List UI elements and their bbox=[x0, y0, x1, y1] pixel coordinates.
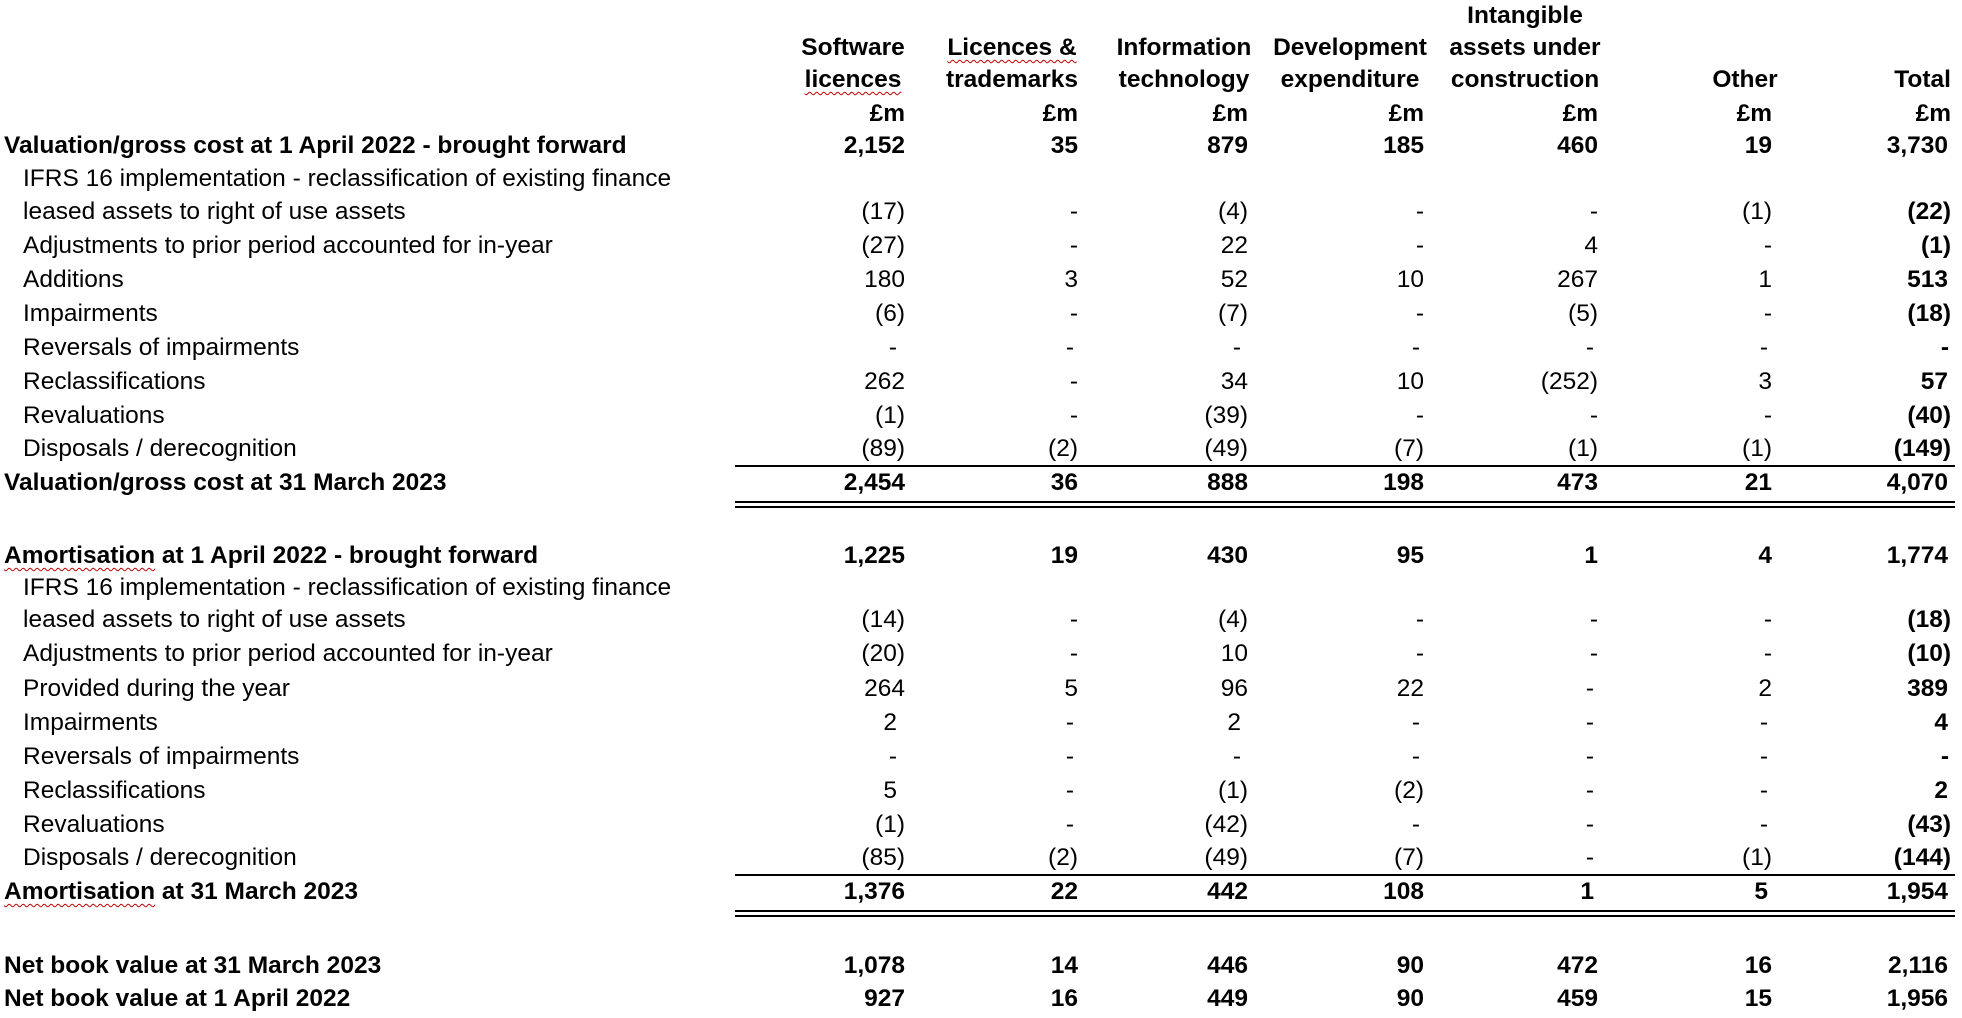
cell-software-licences: 264 bbox=[864, 675, 905, 702]
cell-licences-trademarks: - bbox=[1065, 777, 1074, 804]
cell-other: 15 bbox=[1744, 985, 1772, 1012]
cell-total: 389 bbox=[1907, 675, 1948, 702]
row-label: Adjustments to prior period accounted for in-year bbox=[23, 232, 553, 259]
cell-other: - bbox=[1759, 743, 1768, 770]
row-ifrs16-gross bbox=[0, 195, 1962, 228]
row-reclassifications-gross bbox=[0, 365, 1962, 398]
row-label: Reclassifications bbox=[23, 368, 206, 395]
row-label: Adjustments to prior period accounted for in-year bbox=[23, 640, 553, 667]
cell-total: (18) bbox=[1907, 300, 1951, 327]
cell-total: 513 bbox=[1907, 266, 1948, 293]
cell-assets-under-construction: - bbox=[1585, 334, 1594, 361]
cell-other: - bbox=[1763, 300, 1772, 327]
cell-development-expenditure: - bbox=[1411, 743, 1420, 770]
cell-software-licences: (1) bbox=[875, 402, 905, 429]
cell-total: (40) bbox=[1907, 402, 1951, 429]
row-label: Reversals of impairments bbox=[23, 743, 300, 770]
total-double-rule-top bbox=[735, 910, 1955, 912]
cell-total: (22) bbox=[1907, 198, 1951, 225]
cell-development-expenditure: 108 bbox=[1383, 878, 1424, 905]
cell-other: 1 bbox=[1758, 266, 1772, 293]
cell-other: - bbox=[1763, 640, 1772, 667]
cell-information-technology: - bbox=[1232, 743, 1241, 770]
cell-software-licences: (1) bbox=[875, 811, 905, 838]
unit-label: £m bbox=[1915, 100, 1951, 127]
cell-licences-trademarks: - bbox=[1069, 402, 1078, 429]
cell-development-expenditure: 22 bbox=[1396, 675, 1424, 702]
cell-development-expenditure: - bbox=[1415, 606, 1424, 633]
row-gross-cost-carried-forward bbox=[0, 466, 1962, 499]
total-double-rule-top bbox=[735, 501, 1955, 503]
cell-software-licences: 180 bbox=[864, 266, 905, 293]
row-label: Disposals / derecognition bbox=[23, 844, 297, 871]
cell-software-licences: (27) bbox=[861, 232, 905, 259]
column-header-line: licences bbox=[804, 66, 902, 93]
cell-total: (43) bbox=[1907, 811, 1951, 838]
cell-development-expenditure: (7) bbox=[1394, 844, 1424, 871]
cell-software-licences: 1,376 bbox=[843, 878, 905, 905]
cell-other: 16 bbox=[1744, 952, 1772, 979]
cell-other: - bbox=[1763, 232, 1772, 259]
cell-development-expenditure: - bbox=[1411, 334, 1420, 361]
cell-licences-trademarks: 35 bbox=[1050, 132, 1078, 159]
cell-other: 4 bbox=[1758, 542, 1772, 569]
cell-information-technology: 442 bbox=[1207, 878, 1248, 905]
cell-development-expenditure: - bbox=[1415, 300, 1424, 327]
cell-total: 57 bbox=[1920, 368, 1948, 395]
cell-licences-trademarks: 5 bbox=[1064, 675, 1078, 702]
row-label: Net book value at 1 April 2022 bbox=[4, 985, 351, 1012]
cell-assets-under-construction: - bbox=[1585, 811, 1594, 838]
column-header-licences-trademarks bbox=[937, 32, 1087, 96]
cell-other: 21 bbox=[1744, 469, 1772, 496]
row-reversals-amortisation bbox=[0, 740, 1962, 773]
cell-information-technology: 52 bbox=[1220, 266, 1248, 293]
row-label: leased assets to right of use assets bbox=[23, 606, 406, 633]
row-revaluations-gross bbox=[0, 399, 1962, 432]
cell-other: (1) bbox=[1742, 198, 1772, 225]
cell-software-licences: 262 bbox=[864, 368, 905, 395]
column-header-line: Total bbox=[1894, 66, 1951, 93]
cell-information-technology: (49) bbox=[1204, 844, 1248, 871]
column-header-line: trademarks bbox=[945, 66, 1079, 93]
cell-software-licences: (20) bbox=[861, 640, 905, 667]
cell-development-expenditure: 95 bbox=[1396, 542, 1424, 569]
cell-information-technology: (49) bbox=[1204, 435, 1248, 462]
cell-information-technology: 430 bbox=[1207, 542, 1248, 569]
cell-information-technology: 96 bbox=[1220, 675, 1248, 702]
cell-development-expenditure: - bbox=[1415, 198, 1424, 225]
cell-information-technology: (4) bbox=[1218, 606, 1248, 633]
column-header-information-technology bbox=[1106, 32, 1262, 96]
cell-licences-trademarks: 14 bbox=[1050, 952, 1078, 979]
unit-label: £m bbox=[1736, 100, 1772, 127]
cell-licences-trademarks: (2) bbox=[1048, 435, 1078, 462]
row-disposals-gross bbox=[0, 432, 1962, 465]
column-header-line: construction bbox=[1450, 66, 1600, 93]
unit-label: £m bbox=[1388, 100, 1424, 127]
row-label: Disposals / derecognition bbox=[23, 435, 297, 462]
cell-total: 4,070 bbox=[1886, 469, 1948, 496]
cell-total: (18) bbox=[1907, 606, 1951, 633]
cell-assets-under-construction: - bbox=[1585, 675, 1594, 702]
cell-licences-trademarks: - bbox=[1069, 198, 1078, 225]
cell-software-licences: 2,152 bbox=[843, 132, 905, 159]
row-prior-period-adjustments-amortisation bbox=[0, 637, 1962, 670]
cell-assets-under-construction: - bbox=[1589, 640, 1598, 667]
cell-assets-under-construction: 472 bbox=[1557, 952, 1598, 979]
cell-licences-trademarks: - bbox=[1065, 743, 1074, 770]
row-impairments-amortisation bbox=[0, 706, 1962, 739]
column-header-development-expenditure bbox=[1264, 32, 1436, 96]
column-header-line: Intangible bbox=[1467, 2, 1583, 29]
cell-assets-under-construction: - bbox=[1589, 402, 1598, 429]
cell-software-licences: 2 bbox=[883, 709, 897, 736]
total-double-rule-bottom bbox=[735, 506, 1955, 508]
row-label: Valuation/gross cost at 1 April 2022 - brought forward bbox=[4, 132, 627, 159]
row-label: Amortisation at 1 April 2022 - brought forward bbox=[4, 542, 539, 569]
row-gross-cost-brought-forward bbox=[0, 129, 1962, 162]
cell-total: 1,954 bbox=[1886, 878, 1948, 905]
cell-information-technology: (7) bbox=[1218, 300, 1248, 327]
cell-licences-trademarks: - bbox=[1069, 232, 1078, 259]
row-label: IFRS 16 implementation - reclassification of existing finance bbox=[23, 165, 672, 192]
spellcheck-word: Amortisation bbox=[4, 878, 156, 905]
row-label: Reclassifications bbox=[23, 777, 206, 804]
cell-software-licences: (14) bbox=[861, 606, 905, 633]
row-net-book-value-prior bbox=[0, 982, 1962, 1015]
cell-assets-under-construction: - bbox=[1585, 743, 1594, 770]
row-label: Revaluations bbox=[23, 811, 165, 838]
row-amortisation-carried-forward bbox=[0, 875, 1962, 908]
row-additions bbox=[0, 263, 1962, 296]
cell-assets-under-construction: - bbox=[1585, 709, 1594, 736]
unit-label: £m bbox=[869, 100, 905, 127]
cell-licences-trademarks: - bbox=[1065, 811, 1074, 838]
cell-software-licences: 1,225 bbox=[843, 542, 905, 569]
cell-software-licences: - bbox=[888, 334, 897, 361]
cell-total: 1,774 bbox=[1886, 542, 1948, 569]
row-ifrs16-amortisation bbox=[0, 603, 1962, 636]
cell-information-technology: (4) bbox=[1218, 198, 1248, 225]
cell-information-technology: 446 bbox=[1207, 952, 1248, 979]
column-header-line: Other bbox=[1712, 66, 1778, 93]
unit-label: £m bbox=[1042, 100, 1078, 127]
column-header-line: Software bbox=[801, 34, 905, 61]
row-provided-during-year bbox=[0, 672, 1962, 705]
cell-development-expenditure: - bbox=[1415, 232, 1424, 259]
cell-other: - bbox=[1759, 334, 1768, 361]
cell-assets-under-construction: 460 bbox=[1557, 132, 1598, 159]
cell-licences-trademarks: (2) bbox=[1048, 844, 1078, 871]
cell-assets-under-construction: (1) bbox=[1568, 435, 1598, 462]
cell-total: - bbox=[1940, 743, 1949, 770]
cell-software-licences: 1,078 bbox=[843, 952, 905, 979]
cell-licences-trademarks: - bbox=[1069, 368, 1078, 395]
row-ifrs16-label-line1 bbox=[0, 162, 1962, 195]
cell-licences-trademarks: - bbox=[1065, 334, 1074, 361]
cell-information-technology: (39) bbox=[1204, 402, 1248, 429]
cell-development-expenditure: 10 bbox=[1396, 266, 1424, 293]
column-header-line: assets under bbox=[1449, 34, 1601, 61]
cell-development-expenditure: 10 bbox=[1396, 368, 1424, 395]
cell-information-technology: (42) bbox=[1204, 811, 1248, 838]
cell-software-licences: 927 bbox=[864, 985, 905, 1012]
cell-total: 4 bbox=[1934, 709, 1948, 736]
cell-other: - bbox=[1759, 709, 1768, 736]
cell-development-expenditure: - bbox=[1411, 709, 1420, 736]
unit-label: £m bbox=[1212, 100, 1248, 127]
row-impairments-gross bbox=[0, 297, 1962, 330]
cell-software-licences: (89) bbox=[861, 435, 905, 462]
row-label: Impairments bbox=[23, 300, 158, 327]
cell-information-technology: 888 bbox=[1207, 469, 1248, 496]
cell-development-expenditure: 198 bbox=[1383, 469, 1424, 496]
cell-assets-under-construction: - bbox=[1589, 606, 1598, 633]
cell-other: 2 bbox=[1758, 675, 1772, 702]
cell-development-expenditure: 90 bbox=[1396, 952, 1424, 979]
cell-total: (144) bbox=[1893, 844, 1951, 871]
row-amortisation-brought-forward bbox=[0, 539, 1962, 572]
row-disposals-amortisation bbox=[0, 841, 1962, 874]
row-reversals-gross bbox=[0, 331, 1962, 364]
cell-information-technology: 22 bbox=[1220, 232, 1248, 259]
cell-licences-trademarks: 36 bbox=[1050, 469, 1078, 496]
cell-development-expenditure: - bbox=[1411, 811, 1420, 838]
cell-licences-trademarks: - bbox=[1069, 300, 1078, 327]
row-label: Revaluations bbox=[23, 402, 165, 429]
unit-label: £m bbox=[1562, 100, 1598, 127]
cell-development-expenditure: (2) bbox=[1394, 777, 1424, 804]
column-header-line: expenditure bbox=[1280, 66, 1420, 93]
cell-software-licences: 2,454 bbox=[843, 469, 905, 496]
row-label: IFRS 16 implementation - reclassification of existing finance bbox=[23, 574, 672, 601]
cell-assets-under-construction: (252) bbox=[1540, 368, 1598, 395]
row-label: Additions bbox=[23, 266, 124, 293]
row-net-book-value-current bbox=[0, 949, 1962, 982]
cell-other: - bbox=[1759, 811, 1768, 838]
column-header-intangible-assets-under-construction bbox=[1440, 0, 1610, 96]
cell-total: 1,956 bbox=[1886, 985, 1948, 1012]
cell-software-licences: (85) bbox=[861, 844, 905, 871]
cell-information-technology: 2 bbox=[1227, 709, 1241, 736]
row-reclassifications-amortisation bbox=[0, 774, 1962, 807]
row-label: Amortisation at 31 March 2023 bbox=[4, 878, 359, 905]
cell-information-technology: 34 bbox=[1220, 368, 1248, 395]
cell-total: - bbox=[1940, 334, 1949, 361]
row-label: Provided during the year bbox=[23, 675, 290, 702]
cell-licences-trademarks: 3 bbox=[1064, 266, 1078, 293]
cell-total: 2 bbox=[1934, 777, 1948, 804]
cell-software-licences: (17) bbox=[861, 198, 905, 225]
row-ifrs16-label-line1-amortisation bbox=[0, 571, 1962, 604]
cell-development-expenditure: 185 bbox=[1383, 132, 1424, 159]
row-label: Net book value at 31 March 2023 bbox=[4, 952, 382, 979]
cell-development-expenditure: - bbox=[1415, 640, 1424, 667]
cell-total: (10) bbox=[1907, 640, 1951, 667]
column-header-line: Development bbox=[1273, 34, 1427, 61]
column-header-total bbox=[1850, 64, 1951, 96]
cell-total: (149) bbox=[1893, 435, 1951, 462]
cell-information-technology: 879 bbox=[1207, 132, 1248, 159]
cell-assets-under-construction: - bbox=[1585, 844, 1594, 871]
cell-information-technology: 10 bbox=[1220, 640, 1248, 667]
cell-licences-trademarks: - bbox=[1069, 606, 1078, 633]
cell-assets-under-construction: 459 bbox=[1557, 985, 1598, 1012]
row-label: Reversals of impairments bbox=[23, 334, 300, 361]
row-revaluations-amortisation bbox=[0, 808, 1962, 841]
cell-total: 3,730 bbox=[1886, 132, 1948, 159]
cell-other: (1) bbox=[1742, 844, 1772, 871]
row-label: leased assets to right of use assets bbox=[23, 198, 406, 225]
column-header-software-licences bbox=[780, 32, 926, 96]
cell-assets-under-construction: - bbox=[1589, 198, 1598, 225]
cell-other: (1) bbox=[1742, 435, 1772, 462]
cell-software-licences: (6) bbox=[875, 300, 905, 327]
column-header-other bbox=[1710, 64, 1780, 96]
cell-other: 19 bbox=[1744, 132, 1772, 159]
row-label: Valuation/gross cost at 31 March 2023 bbox=[4, 469, 447, 496]
total-double-rule-bottom bbox=[735, 915, 1955, 917]
cell-licences-trademarks: - bbox=[1065, 709, 1074, 736]
cell-information-technology: - bbox=[1232, 334, 1241, 361]
cell-other: - bbox=[1763, 402, 1772, 429]
cell-assets-under-construction: - bbox=[1585, 777, 1594, 804]
cell-software-licences: 5 bbox=[883, 777, 897, 804]
row-label: Impairments bbox=[23, 709, 158, 736]
cell-information-technology: 449 bbox=[1207, 985, 1248, 1012]
cell-licences-trademarks: 16 bbox=[1050, 985, 1078, 1012]
cell-licences-trademarks: 19 bbox=[1050, 542, 1078, 569]
cell-assets-under-construction: 473 bbox=[1557, 469, 1598, 496]
cell-assets-under-construction: 4 bbox=[1584, 232, 1598, 259]
spellcheck-word: Amortisation bbox=[4, 542, 156, 569]
column-header-line: technology bbox=[1118, 66, 1250, 93]
cell-other: - bbox=[1759, 777, 1768, 804]
cell-assets-under-construction: 1 bbox=[1584, 542, 1598, 569]
cell-assets-under-construction: 1 bbox=[1580, 878, 1594, 905]
cell-licences-trademarks: 22 bbox=[1050, 878, 1078, 905]
cell-development-expenditure: - bbox=[1415, 402, 1424, 429]
cell-total: 2,116 bbox=[1888, 952, 1948, 979]
cell-development-expenditure: 90 bbox=[1396, 985, 1424, 1012]
row-prior-period-adjustments-gross bbox=[0, 229, 1962, 262]
cell-other: 5 bbox=[1754, 878, 1768, 905]
column-header-line: Licences & bbox=[947, 34, 1077, 61]
cell-assets-under-construction: 267 bbox=[1557, 266, 1598, 293]
column-header-line: Information bbox=[1116, 34, 1252, 61]
cell-assets-under-construction: (5) bbox=[1568, 300, 1598, 327]
cell-information-technology: (1) bbox=[1218, 777, 1248, 804]
cell-development-expenditure: (7) bbox=[1394, 435, 1424, 462]
cell-other: - bbox=[1763, 606, 1772, 633]
cell-software-licences: - bbox=[888, 743, 897, 770]
cell-other: 3 bbox=[1758, 368, 1772, 395]
cell-total: (1) bbox=[1921, 232, 1951, 259]
cell-licences-trademarks: - bbox=[1069, 640, 1078, 667]
